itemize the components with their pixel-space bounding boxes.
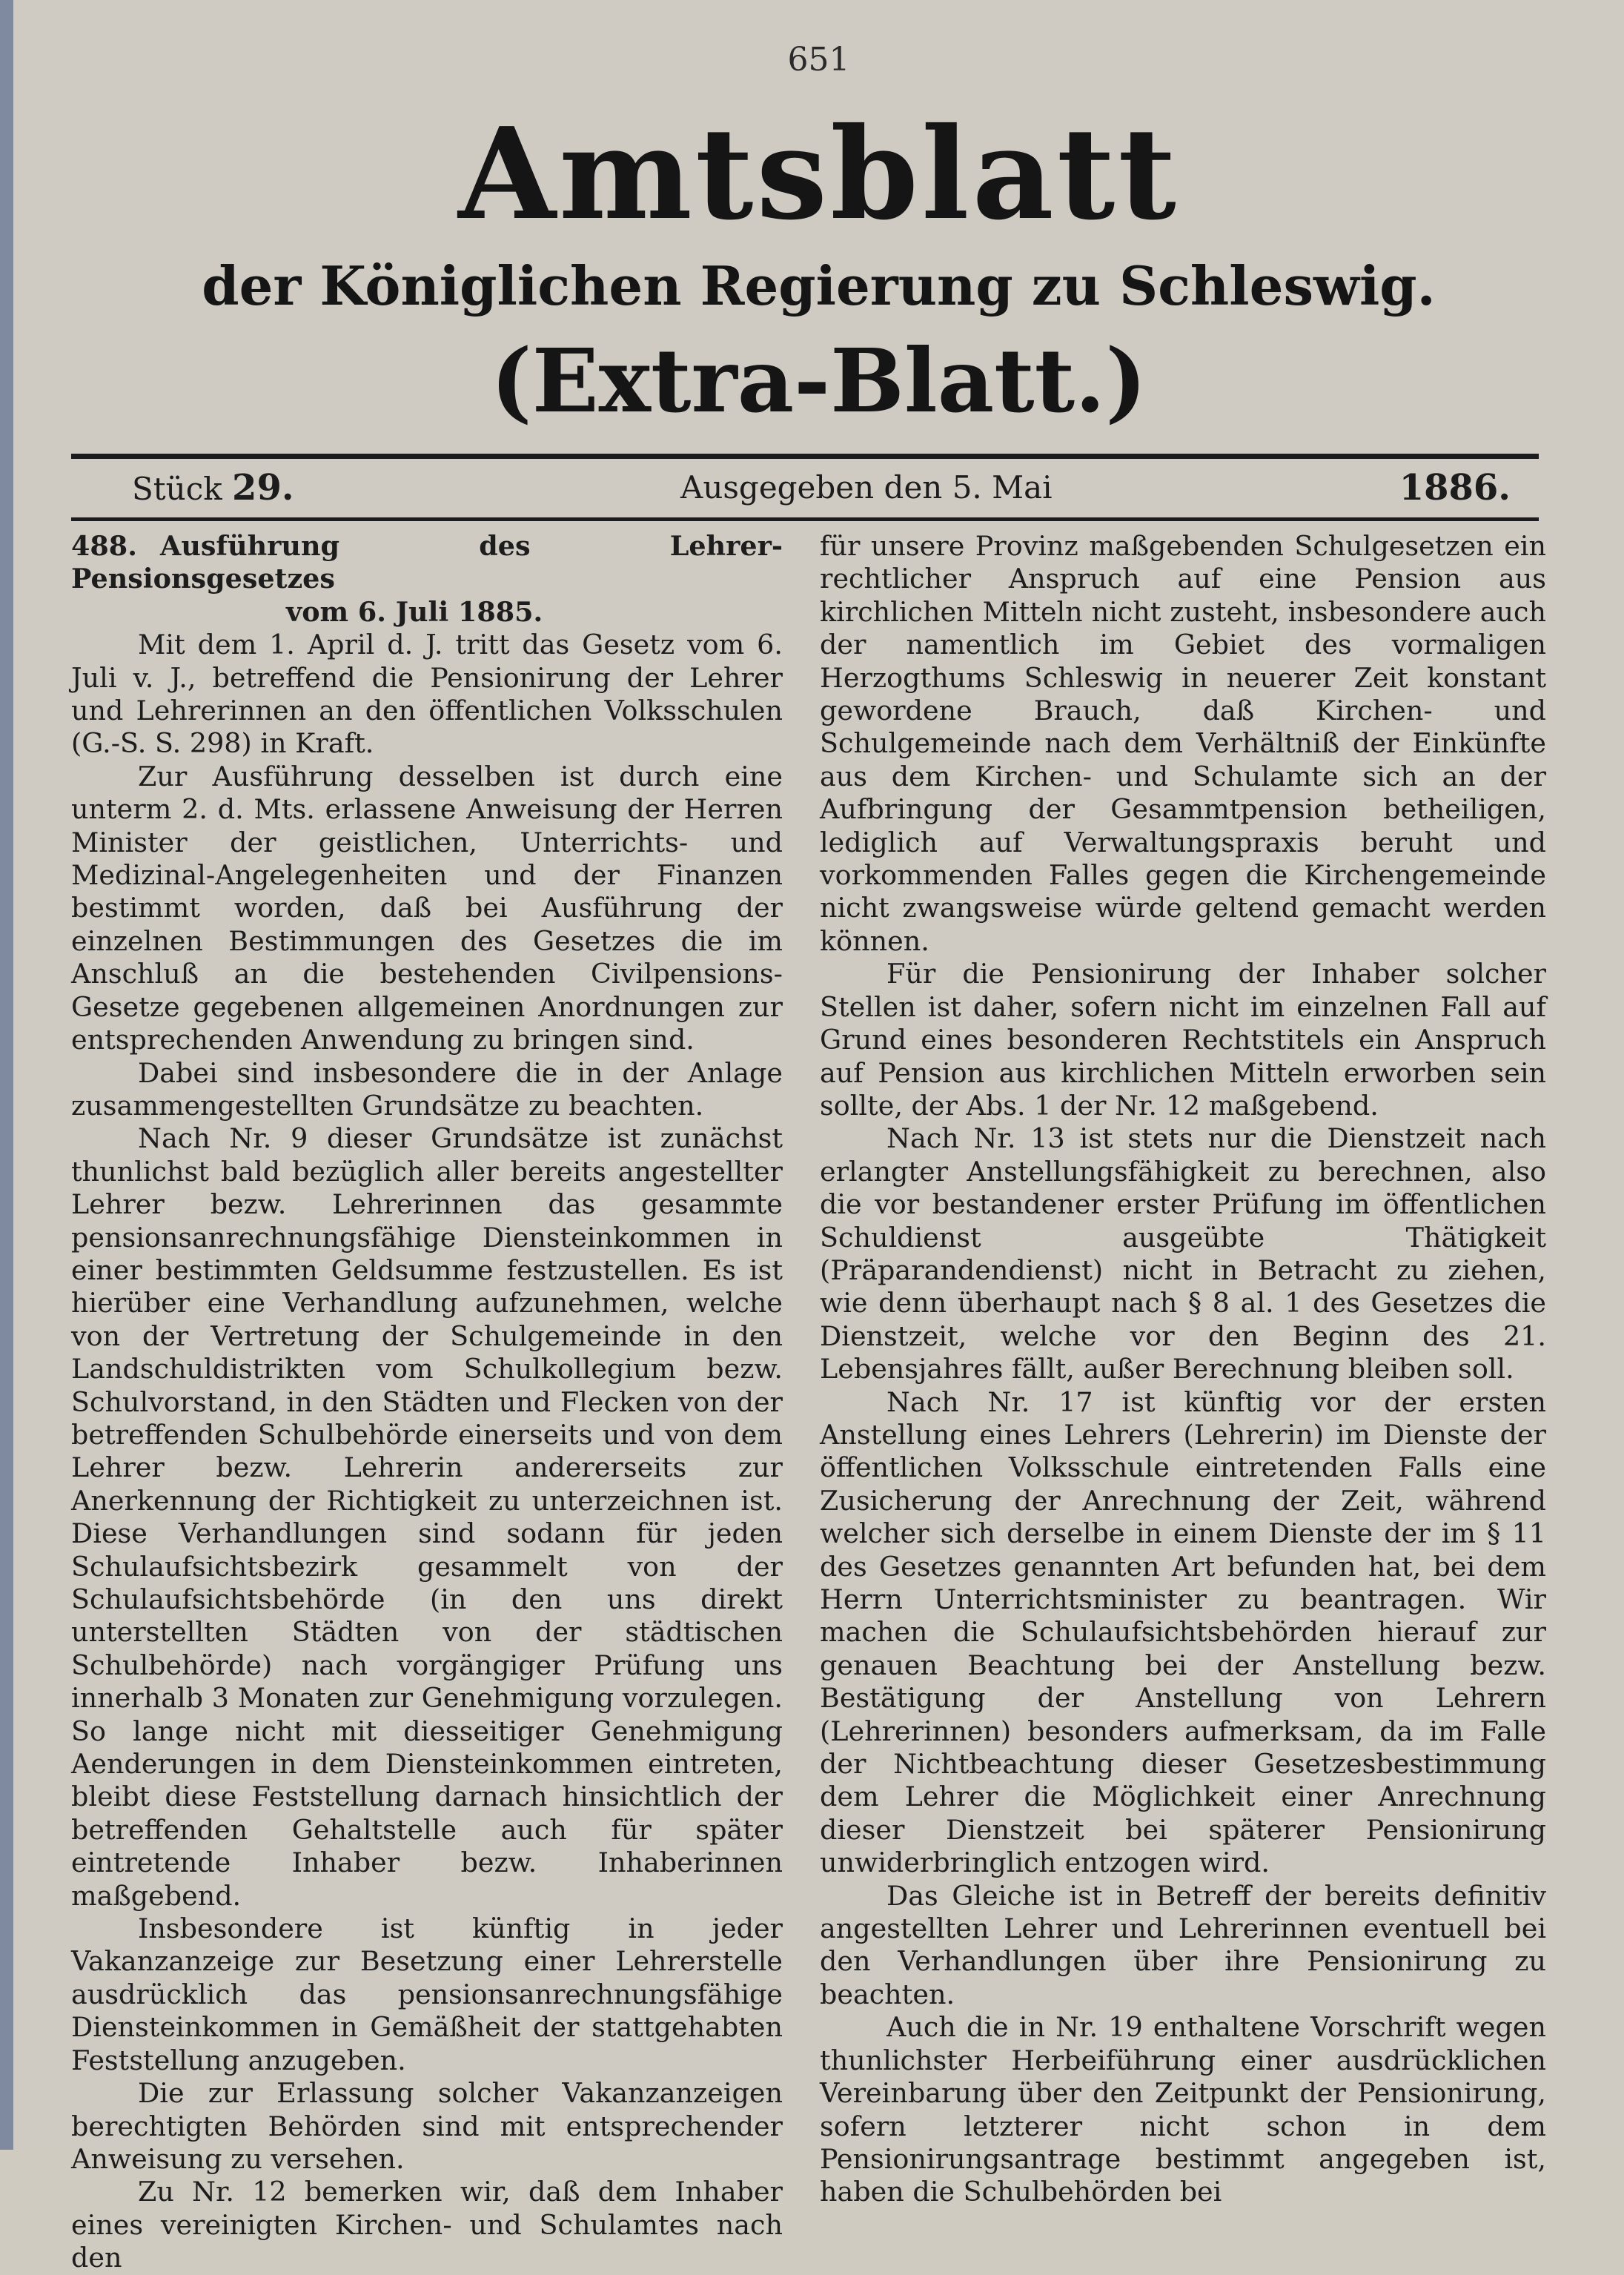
paragraph: Nach Nr. 13 ist stets nur die Dienstzeit nach erlangter Anstellungsfähigkeit zu berechnen, also die vor bestandener erster Prüfung im öffentlichen Schuldienst ausgeübte Thätigkeit (Präparandendienst) nicht in Betracht zu ziehen, wie denn überhaupt nach § 8 al. 1 des Gesetzes die Dienstzeit, welche vor den Beginn des 21. Lebensjahres fällt, außer Berechnung bleiben soll. [820,1122,1546,1385]
masthead-subtitle: der Königlichen Regierung zu Schleswig. [202,254,1436,317]
article-heading [71,530,783,596]
issue-stueck-label: Stück [132,471,222,507]
article-number: 488. [71,530,137,562]
paragraph: Die zur Erlassung solcher Vakanzanzeigen berechtigten Behörden sind mit entsprechender Anweisung zu versehen. [71,2077,783,2175]
paragraph: Für die Pensionirung der Inhaber solcher Stellen ist daher, sofern nicht im einzelnen Fall auf Grund eines besonderen Rechtstitels ein Anspruch auf Pension aus kirchlichen Mitteln erworben sein sollte, der Abs. 1 der Nr. 12 maßgebend. [820,958,1546,1122]
paragraph: Zu Nr. 12 bemerken wir, daß dem Inhaber eines vereinigten Kirchen- und Schulamtes nach den [71,2176,783,2274]
paragraph: Das Gleiche ist in Betreff der bereits definitiv angestellten Lehrer und Lehrerinnen eventuell bei den Verhandlungen über ihre Pensionirung zu beachten. [820,1879,1546,2010]
paragraph-continuation: für unsere Provinz maßgebenden Schulgesetzen ein rechtlicher Anspruch auf eine Pension aus kirchlichen Mitteln nicht zusteht, insbesondere auch der namentlich im Gebiet des vormaligen Herzogthums Schleswig in neuerer Zeit konstant gewordene Brauch, daß Kirchen- und Schulgemeinde nach dem Verhältniß der Einkünfte aus dem Kirchen- und Schulamte sich an der Aufbringung der Gesammtpension betheiligen, lediglich auf Verwaltungspraxis beruht und vorkommenden Falles gegen die Kirchengemeinde nicht zwangsweise würde geltend gemacht werden können. [820,530,1546,957]
header-rule-top [71,454,1539,459]
paragraph: Nach Nr. 17 ist künftig vor der ersten Anstellung eines Lehrers (Lehrerin) im Dienste der öffentlichen Volksschule eintretenden Falls eine Zusicherung der Anrechnung der Zeit, während welcher sich derselbe in einem Dienste der im § 11 des Gesetzes genannten Art befunden hat, bei dem Herrn Unterrichtsminister zu beantragen. Wir machen die Schulaufsichtsbehörden hierauf zur genauen Beachtung bei der Anstellung bezw. Bestätigung der Anstellung von Lehrern (Lehrerinnen) besonders aufmerksam, da im Falle der Nichtbeachtung dieser Gesetzesbestimmung dem Lehrer die Möglichkeit einer Anrechnung dieser Dienstzeit bei späterer Pensionirung unwiderbringlich entzogen wird. [820,1385,1546,1879]
paragraph: Dabei sind insbesondere die in der Anlage zusammengestellten Grundsätze zu beachten. [71,1056,783,1122]
page-edge [0,0,13,2150]
article-title-line2: vom 6. Juli 1885. [286,595,543,628]
issue-stueck-number: 29. [232,467,294,509]
paragraph: Insbesondere ist künftig in jeder Vakanzanzeige zur Besetzung einer Lehrerstelle ausdrücklich das pensionsanrechnungsfähige Diensteinkommen in Gemäßheit der stattgehabten Feststellung anzugeben. [71,1913,783,2076]
header-rule-bottom [71,517,1539,521]
paragraph: Nach Nr. 9 dieser Grundsätze ist zunächst thunlichst bald bezüglich aller bereits angestellter Lehrer bezw. Lehrerinnen das gesammte pensionsanrechnungsfähige Diensteinkommen in einer bestimmten Geldsumme festzustellen. Es ist hierüber eine Verhandlung aufzunehmen, welche von der Vertretung der Schulgemeinde in den Landschuldistrikten vom Schulkollegium bezw. Schulvorstand, in den Städten und Flecken von der betreffenden Schulbehörde einerseits und von dem Lehrer bezw. Lehrerin andererseits zur Anerkennung der Richtigkeit zu unterzeichnen ist. Diese Verhandlungen sind sodann für jeden Schulaufsichtsbezirk gesammelt von der Schulaufsichtsbehörde (in den uns direkt unterstellten Städten von der städtischen Schulbehörde) nach vorgängiger Prüfung uns innerhalb 3 Monaten zur Genehmigung vorzulegen. So lange nicht mit diesseitiger Genehmigung Aenderungen in dem Diensteinkommen eintreten, bleibt diese Feststellung darnach hinsichtlich der betreffenden Gehaltstelle auch für später eintretende Inhaber bezw. Inhaberinnen maßgebend. [71,1122,783,1912]
page-number: 651 [787,41,850,79]
left-column [71,530,783,2275]
masthead-extra: (Extra-Blatt.) [490,329,1147,432]
issue-year: 1886. [1399,467,1511,509]
right-column [820,530,1546,2209]
paragraph: Auch die in Nr. 19 enthaltene Vorschrift wegen thunlichster Herbeiführung einer ausdrücklichen Vereinbarung über den Zeitpunkt der Pensionirung, sofern letzterer nicht schon in dem Pensionirungsantrage bestimmt angegeben ist, haben die Schulbehörden bei [820,2011,1546,2208]
document-page [13,0,1624,2274]
paragraph: Zur Ausführung desselben ist durch eine unterm 2. d. Mts. erlassene Anweisung der Herren Minister der geistlichen, Unterrichts- und Medizinal-Angelegenheiten und der Finanzen bestimmt worden, daß bei Ausführung der einzelnen Bestimmungen des Gesetzes die im Anschluß an die bestehenden Civilpensions-Gesetze gegebenen allgemeinen Anordnungen zur entsprechenden Anwendung zu bringen sind. [71,760,783,1056]
issue-line [132,466,1511,510]
paragraph: Mit dem 1. April d. J. tritt das Gesetz vom 6. Juli v. J., betreffend die Pensionirung der Lehrer und Lehrerinnen an den öffentlichen Volksschulen (G.-S. S. 298) in Kraft. [71,629,783,760]
issue-stueck [132,466,294,511]
issue-date: Ausgegeben den 5. Mai [680,469,1053,506]
article-title-line1: Ausführung des Lehrer-Pensionsgesetzes [71,530,783,595]
masthead-title: Amtsblatt [458,100,1179,248]
